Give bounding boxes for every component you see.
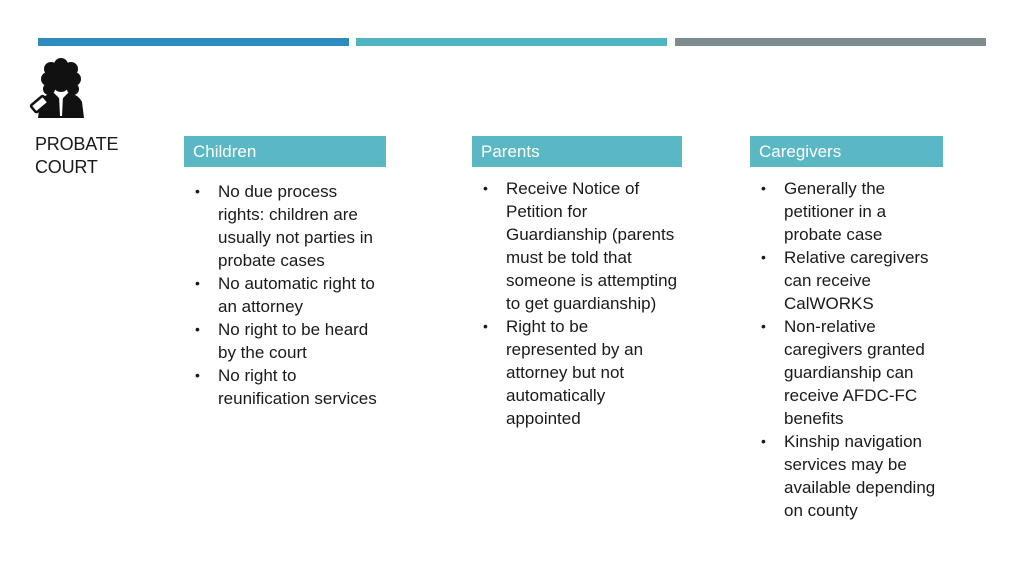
column-children	[184, 136, 386, 410]
list-item: • No automatic right to an attorney	[195, 274, 375, 316]
caregivers-list	[750, 177, 943, 522]
column-header-children: Children	[184, 136, 386, 167]
column-caregivers	[750, 136, 943, 522]
column-header-parents: Parents	[472, 136, 682, 167]
list-item: • No right to be heard by the court	[195, 320, 369, 362]
list-item: • Right to be represented by an attorney but not automatically appointed	[483, 317, 644, 428]
list-item: • Non-relative caregivers granted guardianship can receive AFDC-FC benefits	[761, 317, 925, 428]
list-item: • Generally the petitioner in a probate case	[761, 179, 887, 244]
list-item: • No due process rights: children are usually not parties in probate cases	[195, 182, 373, 270]
list-item: • Kinship navigation services may be available depending on county	[761, 432, 936, 520]
parents-list	[472, 177, 682, 430]
column-header-caregivers: Caregivers	[750, 136, 943, 167]
children-list	[184, 180, 386, 410]
accent-bar-teal	[356, 38, 667, 46]
judge-with-gavel-icon	[28, 56, 94, 118]
accent-bar-blue	[38, 38, 349, 46]
section-title: PROBATE COURT	[35, 134, 119, 177]
accent-bar-gray	[675, 38, 986, 46]
list-item: • Relative caregivers can receive CalWORKS	[761, 248, 929, 313]
list-item: • No right to reunification services	[195, 366, 377, 408]
column-parents	[472, 136, 682, 430]
list-item: • Receive Notice of Petition for Guardianship (parents must be told that someone is attempting to get guardianship)	[483, 179, 678, 313]
